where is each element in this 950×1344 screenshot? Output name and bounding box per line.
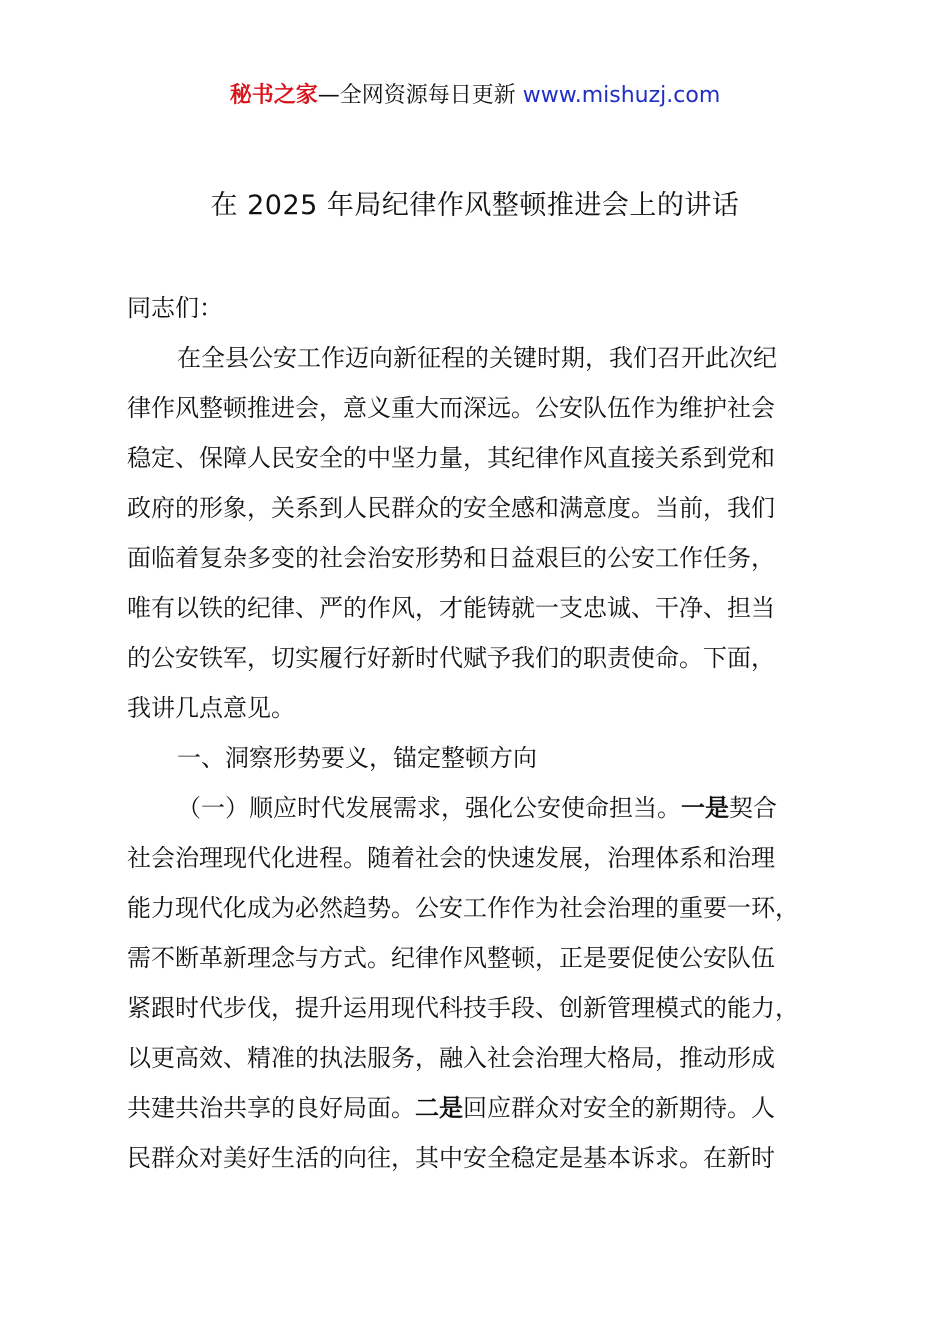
paragraph-line: 唯有以铁的纪律、严的作风，才能铸就一支忠诚、干净、担当 xyxy=(127,594,775,622)
site-url-link[interactable]: www.mishuzj.com xyxy=(522,83,721,108)
paragraph-line: 稳定、保障人民安全的中坚力量，其纪律作风直接关系到党和 xyxy=(127,444,775,472)
line-text: 契合 xyxy=(729,794,777,822)
paragraph-line xyxy=(127,1083,887,1133)
paragraph-line: 面临着复杂多变的社会治安形势和日益艰巨的公安工作任务， xyxy=(127,544,775,572)
brand-name: 秘书之家 xyxy=(229,83,318,108)
subsection-heading: （一）顺应时代发展需求，强化公安使命担当。 xyxy=(177,794,681,822)
paragraph-line: 的公安铁军，切实履行好新时代赋予我们的职责使命。下面， xyxy=(127,644,775,672)
document-body xyxy=(127,283,887,1183)
banner-slogan: —全网资源每日更新 xyxy=(317,83,523,108)
paragraph-line: 在全县公安工作迈向新征程的关键时期，我们召开此次纪 xyxy=(177,344,777,372)
paragraph-line: 以更高效、精准的执法服务，融入社会治理大格局，推动形成 xyxy=(127,1044,775,1072)
bold-marker: 二是 xyxy=(415,1094,463,1122)
paragraph-line: 社会治理现代化进程。随着社会的快速发展，治理体系和治理 xyxy=(127,844,775,872)
bold-marker: 一是 xyxy=(681,794,729,822)
section-heading: 一、洞察形势要义，锚定整顿方向 xyxy=(177,744,537,772)
document-title: 在 2025 年局纪律作风整顿推进会上的讲话 xyxy=(210,190,740,221)
line-text: 共建共治共享的良好局面。 xyxy=(127,1094,415,1122)
paragraph-line: 需不断革新理念与方式。纪律作风整顿，正是要促使公安队伍 xyxy=(127,944,775,972)
paragraph-line: 我讲几点意见。 xyxy=(127,694,295,722)
paragraph-line: 紧跟时代步伐，提升运用现代科技手段、创新管理模式的能力， xyxy=(127,994,799,1022)
line-text: 回应群众对安全的新期待。人 xyxy=(463,1094,775,1122)
paragraph-line: 律作风整顿推进会，意义重大而深远。公安队伍作为维护社会 xyxy=(127,394,775,422)
greeting: 同志们： xyxy=(127,294,223,322)
paragraph-line xyxy=(127,783,887,833)
paragraph-line: 能力现代化成为必然趋势。公安工作作为社会治理的重要一环， xyxy=(127,894,799,922)
paragraph-line: 政府的形象，关系到人民群众的安全感和满意度。当前，我们 xyxy=(127,494,775,522)
site-banner xyxy=(0,80,950,112)
paragraph-line: 民群众对美好生活的向往，其中安全稳定是基本诉求。在新时 xyxy=(127,1144,775,1172)
